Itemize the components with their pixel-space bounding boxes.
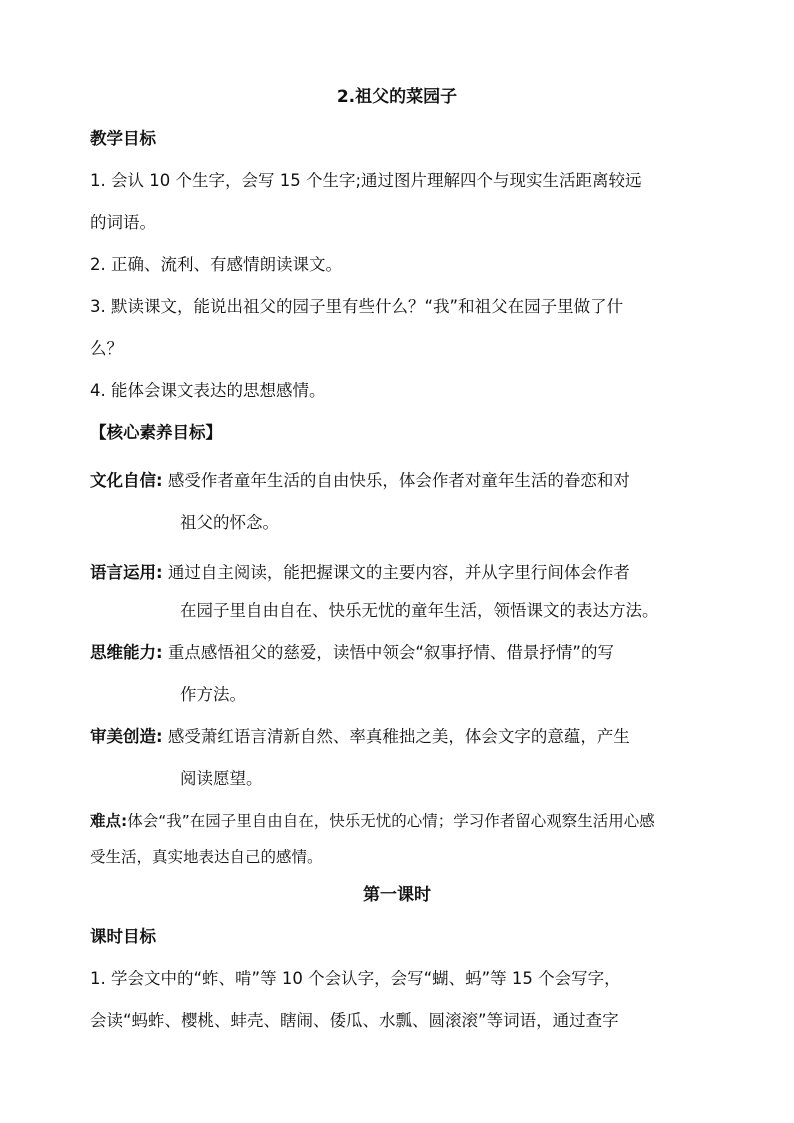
goal-line-3: 3. 默读课文，能说出祖父的园子里有些什么？“我”和祖父在园子里做了什: [90, 297, 624, 316]
core-thinking-row: [90, 642, 614, 664]
core-aesthetic-row: [90, 726, 630, 748]
lesson-goal-line-2: 会读“蚂蚱、樱桃、蚌壳、瞎闹、倭瓜、水瓢、圆滚滚”等词语，通过查字: [90, 1011, 619, 1030]
lesson-goal-line-1: 1. 学会文中的“蚱、啃”等 10 个会认字，会写“蝴、蚂”等 15 个会写字，: [90, 969, 621, 988]
document-title: 2.祖父的菜园子: [336, 87, 458, 107]
core-aesthetic-cont: 阅读愿望。: [180, 769, 263, 788]
teaching-goals-heading: 教学目标: [90, 129, 156, 148]
goal-line-1: 1. 会认 10 个生字，会写 15 个生字;通过图片理解四个与现实生活距离较远: [90, 171, 642, 190]
difficulty-text: 体会“我”在园子里自由自在，快乐无忧的心情；学习作者留心观察生活用心感: [127, 812, 655, 830]
core-goals-heading: 【核心素养目标】: [90, 423, 222, 442]
lesson-title: 第一课时: [363, 885, 431, 905]
core-thinking-cont: 作方法。: [180, 685, 246, 704]
difficulty-row: [90, 810, 655, 832]
difficulty-cont: 受生活，真实地表达自己的感情。: [90, 848, 323, 866]
goal-line-4: 4. 能体会课文表达的思想感情。: [90, 381, 326, 400]
goal-line-2: 2. 正确、流利、有感情朗读课文。: [90, 255, 342, 274]
core-thinking-text: 重点感悟祖父的慈爱，读悟中领会“叙事抒情、借景抒情”的写: [162, 643, 614, 662]
goal-line-3-cont: 么？: [90, 339, 123, 358]
core-language-text: 通过自主阅读，能把握课文的主要内容，并从字里行间体会作者: [162, 563, 630, 582]
core-culture-text: 感受作者童年生活的自由快乐，体会作者对童年生活的眷恋和对: [162, 471, 630, 490]
core-thinking-label: 思维能力:: [90, 643, 163, 662]
core-aesthetic-text: 感受萧红语言清新自然、率真稚拙之美，体会文字的意蕴，产生: [162, 727, 630, 746]
core-language-row: [90, 562, 630, 584]
core-aesthetic-label: 审美创造:: [90, 727, 163, 746]
core-language-cont: 在园子里自由自在、快乐无忧的童年生活，领悟课文的表达方法。: [180, 601, 659, 620]
core-culture-cont: 祖父的怀念。: [180, 513, 279, 532]
difficulty-label: 难点:: [90, 812, 128, 830]
core-culture-row: [90, 470, 630, 492]
core-culture-label: 文化自信:: [90, 471, 163, 490]
goal-line-1-cont: 的词语。: [90, 213, 156, 232]
core-language-label: 语言运用:: [90, 563, 163, 582]
lesson-goals-heading: 课时目标: [90, 927, 156, 946]
